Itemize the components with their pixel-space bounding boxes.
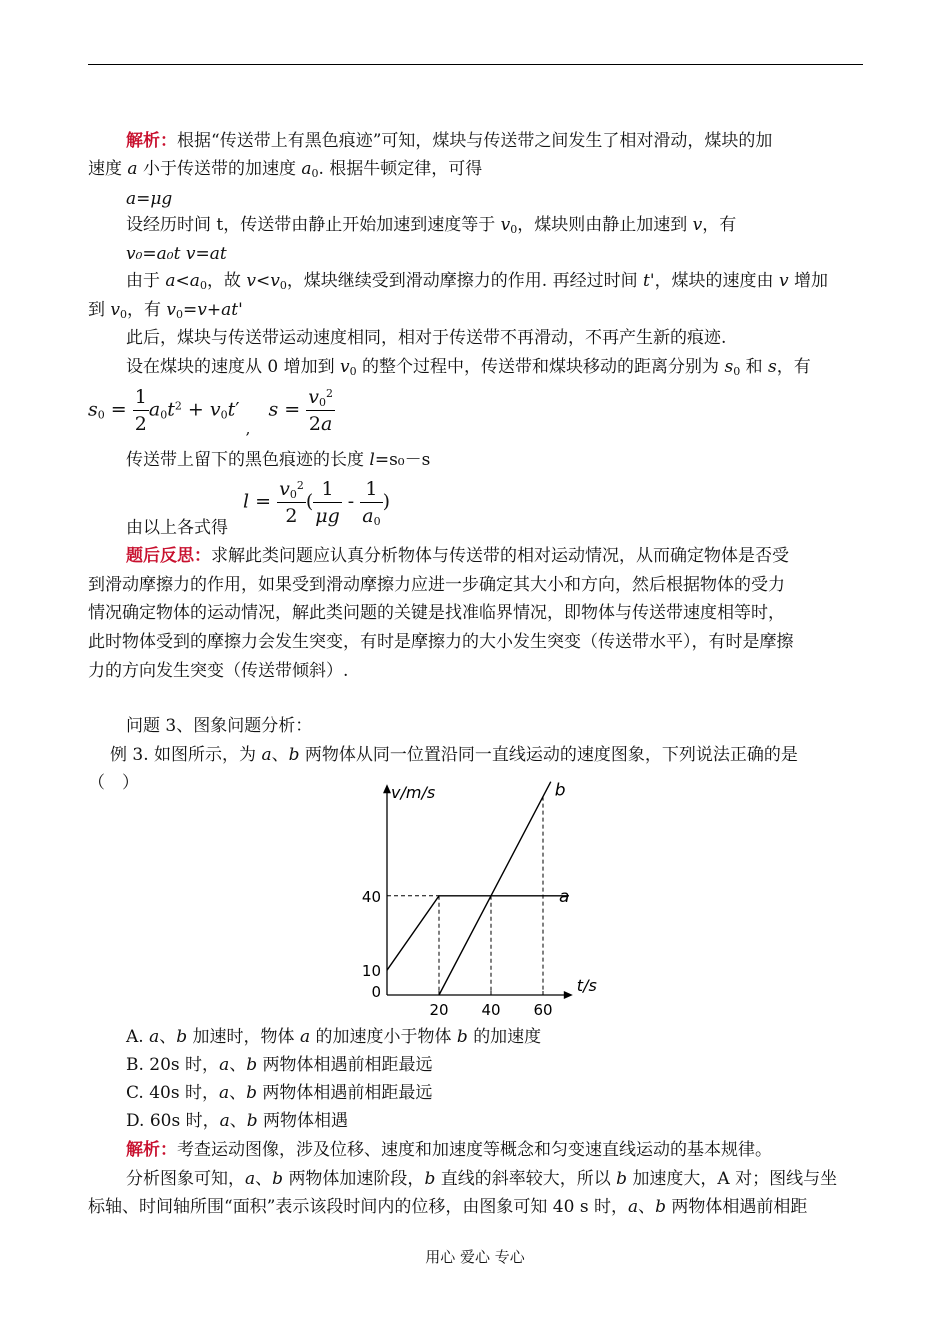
analysis-paragraph-5: 设在煤块的速度从 0 增加到 $v_0$ 的整个过程中，传送带和煤块移动的距离分别为 $s_0$ 和 s，有: [126, 357, 811, 378]
formula-distances: $s_0$ = $\frac{1}{2}$ $a_0t^2 + v_0t'$ $_,$ s = $\frac{v_0^2}{2a}$: [88, 386, 333, 438]
analysis-label: 解析：: [126, 131, 177, 151]
series-label-a: a: [559, 886, 570, 907]
reflection-line-3: 情况确定物体的运动情况，解此类问题的关键是找准临界情况，即物体与传送带速度相等时，: [88, 603, 785, 623]
analysis-paragraph-3b: 到 $v_0$，有 $v_0=v+at'$: [88, 300, 243, 321]
equation-velocities: v₀=a₀t v=at: [126, 244, 227, 264]
x-tick-label: 60: [533, 1001, 553, 1019]
reflection-line-5: 力的方向发生突变（传送带倾斜）.: [88, 661, 349, 681]
analysis-paragraph-3: 由于 $a<a_0$，故 $v<v_0$，煤块继续受到滑动摩擦力的作用. 再经过时间 t'，煤块的速度由 v 增加: [126, 271, 828, 292]
analysis-paragraph-1: 解析：根据“传送带上有黑色痕迹”可知，煤块与传送带之间发生了相对滑动，煤块的加: [126, 131, 773, 151]
equation-friction: a=μg: [126, 189, 173, 209]
x-axis-arrow: [564, 991, 573, 999]
analysis-paragraph-2: 设经历时间 t，传送带由静止开始加速到速度等于 $v_0$，煤块则由静止加速到 v，有: [126, 215, 737, 236]
x-axis-label: t/s: [576, 976, 597, 995]
y-tick-label: 10: [361, 962, 381, 981]
y-axis-arrow: [383, 784, 391, 793]
x-tick-label: 20: [429, 1001, 449, 1019]
y-tick-label: 0: [371, 983, 381, 1001]
example-statement: 例 3. 如图所示，为 a、b 两物体从同一位置沿同一直线运动的速度图象，下列说法正确的是: [110, 745, 798, 765]
option-b: B. 20s 时，a、b 两物体相遇前相距最远: [126, 1055, 433, 1075]
series-line-b: [439, 782, 551, 995]
formula-trace-length: l = $\frac{v_0^2}{2}$ ( $\frac{1}{\mu g}$ - $\frac{1}{a_0}$ ): [243, 478, 390, 528]
y-axis-label: v/m/s: [391, 783, 436, 803]
option-a: A. a、b 加速时，物体 a 的加速度小于物体 b 的加速度: [126, 1027, 542, 1047]
reflection-line-2: 到滑动摩擦力的作用，如果受到滑动摩擦力应进一步确定其大小和方向，然后根据物体的受力: [88, 575, 785, 595]
analysis-paragraph-4: 此后，煤块与传送带运动速度相同，相对于传送带不再滑动，不再产生新的痕迹.: [126, 328, 727, 348]
analysis-paragraph-7: 由以上各式得: [126, 518, 228, 538]
velocity-time-chart: [350, 780, 610, 1020]
series-line-a: [387, 896, 569, 970]
option-c: C. 40s 时，a、b 两物体相遇前相距最远: [126, 1083, 433, 1103]
analysis2-line-3: 标轴、时间轴所围“面积”表示该段时间内的位移，由图象可知 40 s 时，a、b 两物体相遇前相距: [88, 1197, 808, 1217]
page-footer: 用心 爱心 专心: [425, 1248, 525, 1266]
reflection-label: 题后反思：: [126, 546, 211, 566]
x-tick-label: 40: [481, 1001, 501, 1019]
header-rule: [88, 64, 863, 65]
analysis-paragraph-1b: 速度 a 小于传送带的加速度 $a_0$. 根据牛顿定律，可得: [88, 159, 483, 180]
answer-paren: （ ）: [88, 773, 139, 793]
problem-heading: 问题 3、图象问题分析：: [126, 716, 313, 736]
analysis2-line-2: 分析图象可知，a、b 两物体加速阶段，b 直线的斜率较大，所以 b 加速度大，A 对；图线与坐: [126, 1169, 838, 1189]
y-tick-label: 40: [361, 887, 381, 906]
series-label-b: b: [554, 780, 566, 801]
option-d: D. 60s 时，a、b 两物体相遇: [126, 1111, 349, 1131]
reflection-line-1: 题后反思：求解此类问题应认真分析物体与传送带的相对运动情况，从而确定物体是否受: [126, 546, 789, 566]
reflection-line-4: 此时物体受到的摩擦力会发生突变，有时是摩擦力的大小发生突变（传送带水平），有时是摩擦: [88, 632, 794, 652]
analysis2-label: 解析：: [126, 1140, 177, 1160]
analysis-paragraph-6: 传送带上留下的黑色痕迹的长度 l=s₀－s: [126, 450, 431, 470]
analysis2-line-1: 解析：考查运动图像，涉及位移、速度和加速度等概念和匀变速直线运动的基本规律。: [126, 1140, 772, 1160]
